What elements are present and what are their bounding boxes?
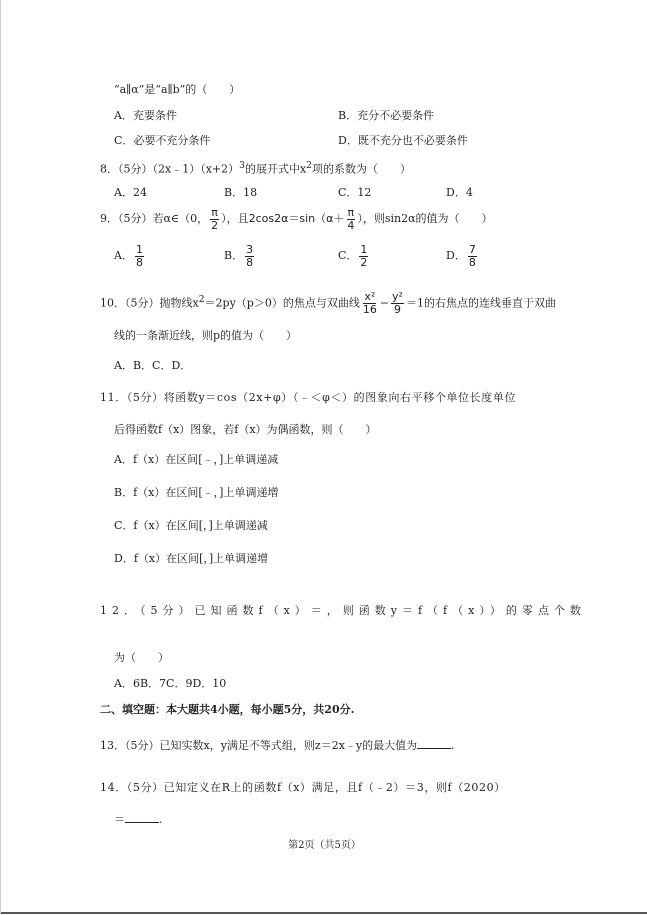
q7-option-b[interactable]: B．充分不必要条件 xyxy=(338,109,435,122)
q9-frac1-den: 2 xyxy=(211,218,219,232)
q14-stem-line2 xyxy=(114,812,163,828)
q9-option-b[interactable] xyxy=(224,243,256,269)
q9-option-d-frac xyxy=(468,244,477,269)
q9-stem-mid: ），且2cos2α＝sin（α＋ xyxy=(221,212,345,225)
q9-frac-pi-over-2 xyxy=(210,207,219,232)
q9-option-a[interactable] xyxy=(114,243,146,269)
q7-option-d[interactable]: D．既不充分也不必要条件 xyxy=(338,134,468,147)
q8-stem-post: 的展开式中x xyxy=(244,162,307,176)
q10-stem-pre: 10．（5分）抛物线x xyxy=(100,296,199,310)
q10-stem-mid: ＝2py（p＞0）的焦点与双曲线 xyxy=(204,296,360,310)
q9-a-den: 8 xyxy=(135,255,143,269)
q10-stem-post: ＝1的右焦点的连线垂直于双曲 xyxy=(405,296,556,310)
q13-stem-pre: 13．（5分）已知实数x，y满足不等式组，则z＝2x﹣y的最大值为 xyxy=(100,739,418,752)
q8-option-c[interactable]: C．12 xyxy=(338,186,372,199)
q9-d-den: 8 xyxy=(468,255,476,269)
q9-option-c-letter: C． xyxy=(338,249,358,262)
q9-option-b-letter: B． xyxy=(224,249,244,262)
page-number-footer: 第2页（共5页） xyxy=(288,840,361,851)
q14-stem-pre: ＝ xyxy=(114,813,125,826)
q10-f1-den: 16 xyxy=(362,303,377,317)
q11-option-b[interactable]: B．f（x）在区间[﹣，]上单调递增 xyxy=(114,486,279,499)
q9-option-d-letter: D． xyxy=(446,249,466,262)
bottom-divider xyxy=(1,912,647,914)
q9-stem-pre: 9．（5分）若α∈（0， xyxy=(100,212,209,225)
q9-frac-pi-over-4 xyxy=(346,207,355,232)
q8-exponent2: 2 xyxy=(306,160,312,171)
q9-c-num: 1 xyxy=(360,242,368,256)
q14-stem-line1: 14．（5分）已知定义在R上的函数f（x）满足，且f（﹣2）＝3，则f（2020） xyxy=(100,781,506,794)
q13-stem xyxy=(100,738,455,754)
q9-stem-post: ），则sin2α的值为（ ） xyxy=(357,212,493,225)
q9-b-num: 3 xyxy=(246,242,254,256)
q9-c-den: 2 xyxy=(360,255,368,269)
q7-stem: “a∥α”是“a∥b”的（ ） xyxy=(114,83,241,96)
q10-stem-line2: 线的一条渐近线，则p的值为（ ） xyxy=(114,329,298,342)
q10-frac-y2-9 xyxy=(391,291,404,316)
q9-option-c[interactable] xyxy=(338,243,370,269)
q12-stem-line1: 12．（5分）已知函数f（x）＝，则函数y＝f（f（x））的零点个数 xyxy=(100,604,586,617)
q8-option-d[interactable]: D．4 xyxy=(446,186,473,199)
q10-f2-num: y² xyxy=(392,290,403,304)
q9-d-num: 7 xyxy=(468,242,476,256)
q9-option-a-letter: A． xyxy=(114,249,133,262)
q8-stem xyxy=(100,158,411,178)
q10-f1-num: x² xyxy=(364,290,376,304)
q8-exponent: 3 xyxy=(239,160,245,171)
q8-stem-pre: 8．（5分）（2x﹣1）（x+2） xyxy=(100,162,240,176)
q9-frac1-num: π xyxy=(211,205,218,219)
q9-frac2-den: 4 xyxy=(347,218,355,232)
q9-option-c-frac xyxy=(359,244,368,269)
q12-options[interactable]: A．6B．7C．9D．10 xyxy=(114,677,227,690)
q11-option-c[interactable]: C．f（x）在区间[，]上单调递减 xyxy=(114,519,268,532)
q11-option-a[interactable]: A．f（x）在区间[﹣，]上单调递减 xyxy=(114,453,279,466)
q10-frac-x2-16 xyxy=(362,291,378,316)
q11-stem-line2: 后得函数f（x）图象，若f（x）为偶函数，则（ ） xyxy=(114,423,377,436)
q14-answer-blank[interactable] xyxy=(125,812,159,823)
q13-answer-blank[interactable] xyxy=(417,738,451,749)
q9-frac2-num: π xyxy=(347,205,355,219)
q8-option-a[interactable]: A．24 xyxy=(114,186,147,199)
q7-option-a[interactable]: A．充要条件 xyxy=(114,109,177,122)
q11-stem-line1: 11．（5分）将函数y＝cos（2x+φ）（﹣＜φ＜）的图象向右平移个单位长度单位 xyxy=(100,391,517,404)
q10-stem xyxy=(100,286,556,318)
q9-stem xyxy=(100,206,493,232)
q9-option-a-frac xyxy=(135,244,144,269)
q8-stem-end: 项的系数为（ ） xyxy=(312,162,411,176)
q7-option-c[interactable]: C．必要不充分条件 xyxy=(114,134,211,147)
q11-option-d[interactable]: D．f（x）在区间[，]上单调递增 xyxy=(114,552,269,565)
q10-f2-den: 9 xyxy=(394,303,401,317)
q9-a-num: 1 xyxy=(135,242,143,256)
q12-stem-line2: 为（ ） xyxy=(114,651,169,664)
q8-option-b[interactable]: B．18 xyxy=(224,186,258,199)
q10-exponent: 2 xyxy=(198,294,205,305)
section-2-title: 二、填空题：本大题共4小题，每小题5分，共20分. xyxy=(100,703,355,716)
q10-minus: − xyxy=(379,296,390,310)
q14-stem-post: . xyxy=(159,813,163,826)
q9-b-den: 8 xyxy=(246,255,254,269)
q9-option-b-frac xyxy=(245,244,254,269)
q9-option-d[interactable] xyxy=(446,243,479,269)
q10-options[interactable]: A．B．C．D． xyxy=(114,359,192,372)
q13-stem-post: . xyxy=(451,739,455,752)
